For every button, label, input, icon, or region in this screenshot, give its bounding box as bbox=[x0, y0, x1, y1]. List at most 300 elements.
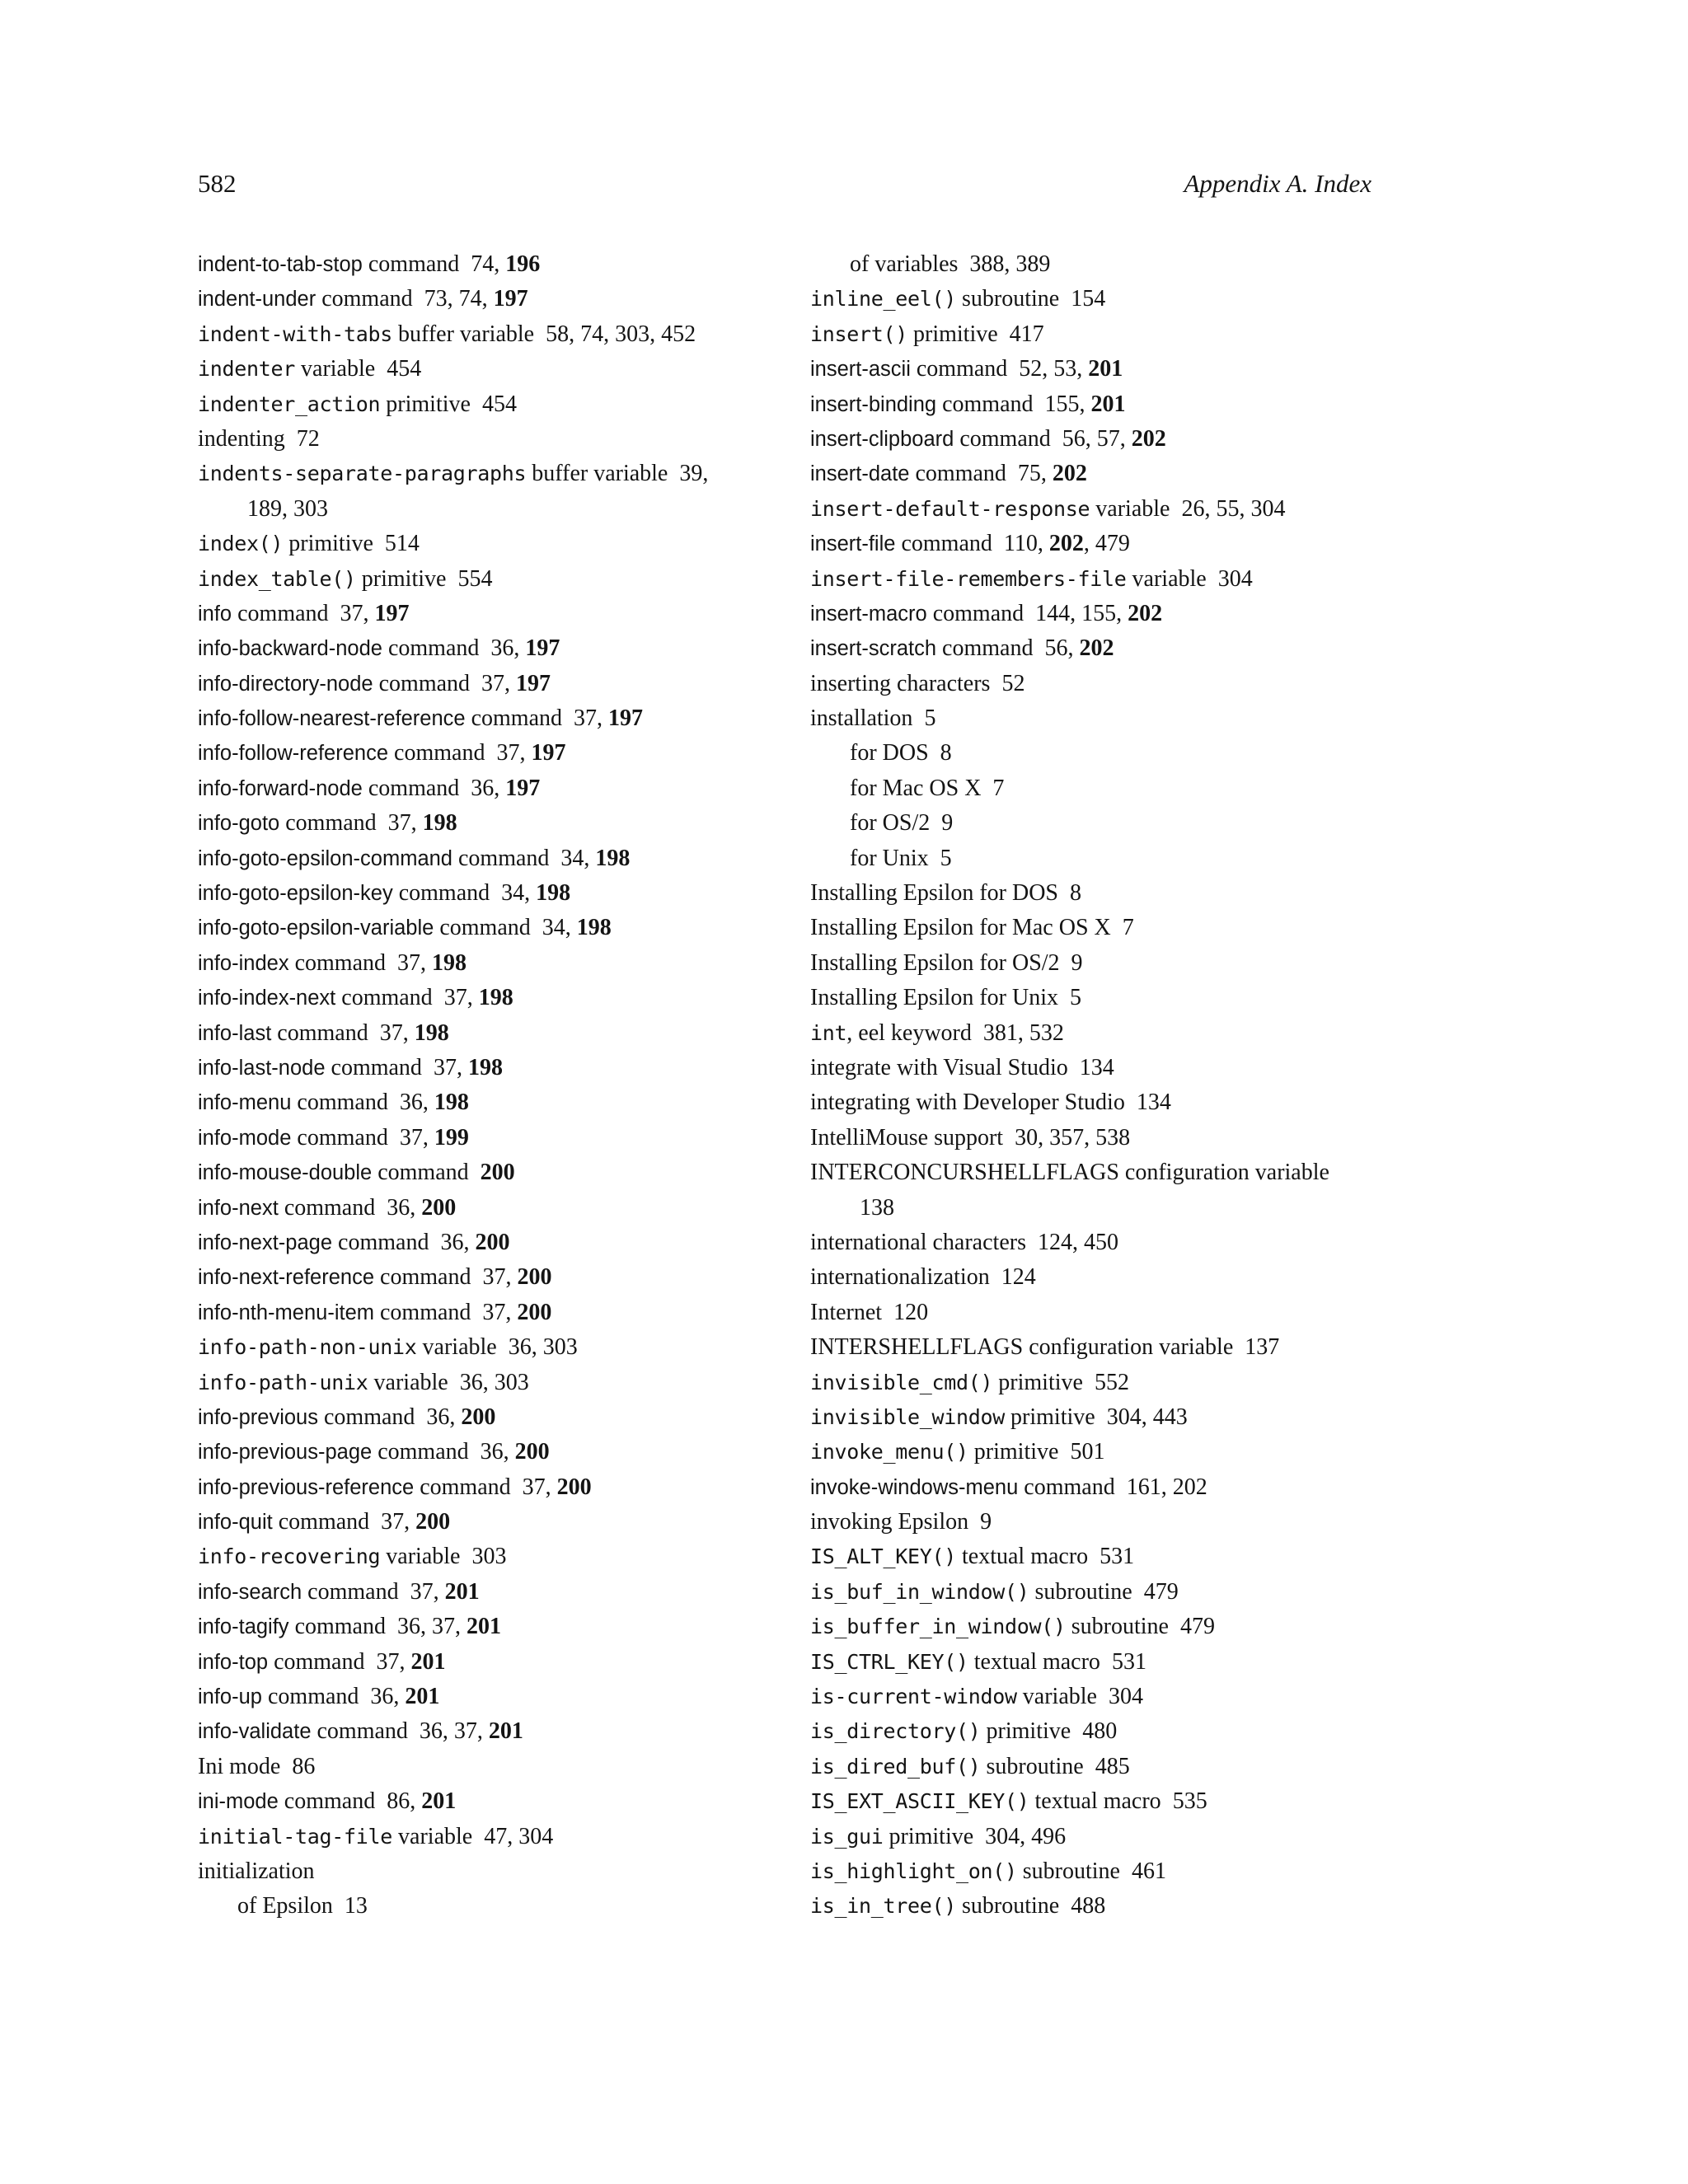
index-page-refs bbox=[1132, 1858, 1166, 1884]
page-ref: 39 bbox=[679, 461, 703, 487]
index-term: index() bbox=[198, 532, 284, 556]
page-ref: 417 bbox=[1009, 321, 1044, 347]
index-qualifier: command bbox=[318, 1404, 415, 1430]
index-qualifier: command bbox=[1018, 1474, 1115, 1500]
index-page-refs: 37, 198 bbox=[387, 810, 457, 837]
index-page-refs: 37, 198 bbox=[379, 1019, 449, 1046]
index-page-refs bbox=[1137, 1090, 1171, 1115]
page-ref-primary: 198 bbox=[478, 985, 513, 1011]
page-ref: 34 bbox=[501, 880, 525, 907]
page-ref: 13 bbox=[344, 1893, 368, 1919]
index-entry bbox=[198, 422, 791, 457]
page-ref: 154 bbox=[1071, 286, 1106, 312]
index-term: of Epsilon bbox=[237, 1893, 333, 1919]
index-qualifier: command bbox=[278, 1194, 376, 1221]
index-term: info-mode bbox=[198, 1126, 292, 1150]
index-page-refs bbox=[992, 776, 1004, 801]
index-page-refs bbox=[1001, 1264, 1036, 1290]
index-entry bbox=[198, 1051, 791, 1085]
page-ref: 357 bbox=[1049, 1124, 1085, 1151]
index-qualifier: command bbox=[465, 705, 562, 732]
index-qualifier: command bbox=[268, 1648, 365, 1675]
index-term: info-index-next bbox=[198, 987, 336, 1010]
index-qualifier: variable bbox=[295, 356, 376, 382]
index-term: Installing Epsilon for OS/2 bbox=[810, 949, 1060, 976]
index-entry bbox=[198, 1680, 791, 1714]
index-entry bbox=[810, 1575, 1387, 1610]
index-term: Installing Epsilon for DOS bbox=[810, 880, 1058, 907]
page-ref-primary: 198 bbox=[576, 915, 612, 941]
index-entry bbox=[198, 631, 791, 666]
index-entry bbox=[810, 422, 1387, 457]
index-term: indent-under bbox=[198, 288, 316, 312]
index-qualifier: primitive bbox=[992, 1369, 1083, 1395]
index-page-refs bbox=[1218, 566, 1253, 592]
index-entry bbox=[198, 1505, 791, 1540]
index-term: info-previous-page bbox=[198, 1441, 373, 1465]
index-entry bbox=[810, 1750, 1387, 1784]
index-term: info-goto bbox=[198, 812, 280, 836]
index-entry bbox=[198, 1400, 791, 1435]
page-ref: 37 bbox=[443, 985, 467, 1011]
running-title: Appendix A. Index bbox=[1184, 169, 1372, 198]
index-entry bbox=[810, 667, 1387, 701]
index-term: indenter_action bbox=[198, 391, 381, 416]
page-ref: 5 bbox=[924, 705, 936, 732]
page-ref: 9 bbox=[980, 1509, 992, 1535]
index-entry bbox=[810, 1505, 1387, 1540]
index-page-refs bbox=[940, 846, 952, 871]
page-ref: 36 bbox=[459, 1369, 483, 1395]
index-term: invoke-windows-menu bbox=[810, 1475, 1019, 1499]
index-term: installation bbox=[810, 705, 913, 732]
page-ref: 36 bbox=[387, 1194, 410, 1221]
index-entry bbox=[810, 1155, 1387, 1226]
index-column-left bbox=[198, 247, 791, 1924]
page-ref: 155 bbox=[1044, 391, 1080, 417]
index-qualifier: command bbox=[414, 1474, 511, 1500]
page-ref: 36 bbox=[480, 1439, 504, 1465]
index-term: for DOS bbox=[850, 740, 929, 766]
index-term: ini-mode bbox=[198, 1790, 279, 1814]
page-ref: 7 bbox=[1122, 915, 1134, 941]
index-term: insert-default-response bbox=[810, 496, 1090, 521]
page-ref: 74 bbox=[458, 286, 482, 312]
index-qualifier: command bbox=[374, 1264, 471, 1291]
index-term: info-validate bbox=[198, 1720, 312, 1744]
index-entry bbox=[198, 1085, 791, 1120]
page-ref: 37 bbox=[399, 1124, 423, 1151]
page-ref: 554 bbox=[457, 565, 493, 592]
page-ref-primary: 202 bbox=[1128, 600, 1163, 626]
page-ref: 37 bbox=[522, 1474, 546, 1500]
index-entry bbox=[810, 1784, 1387, 1819]
index-qualifier: command bbox=[302, 1578, 399, 1605]
index-entry bbox=[810, 597, 1387, 631]
index-qualifier: variable bbox=[380, 1544, 461, 1570]
page-ref: 37 bbox=[379, 1019, 403, 1046]
index-term: insert-ascii bbox=[810, 358, 911, 382]
index-entry bbox=[810, 1680, 1387, 1714]
page-ref: 36 bbox=[399, 1090, 423, 1116]
index-page-refs: 161, 202 bbox=[1126, 1474, 1207, 1500]
index-term: info-goto-epsilon-variable bbox=[198, 916, 434, 940]
index-qualifier: configuration variable bbox=[1023, 1334, 1234, 1361]
index-page-refs: 37, 200 bbox=[482, 1299, 552, 1325]
index-entry bbox=[198, 1330, 791, 1365]
index-term: info-follow-nearest-reference bbox=[198, 707, 466, 731]
page-ref: 57 bbox=[1096, 425, 1120, 452]
index-entry bbox=[198, 701, 791, 736]
index-term: indents-separate-paragraphs bbox=[198, 462, 527, 486]
page-ref: 531 bbox=[1100, 1544, 1135, 1570]
index-qualifier: command bbox=[954, 425, 1051, 452]
index-page-refs bbox=[1109, 1684, 1143, 1709]
index-term: insert-scratch bbox=[810, 637, 937, 661]
index-qualifier: command bbox=[291, 1090, 388, 1116]
page-ref-primary: 196 bbox=[505, 251, 541, 277]
page-ref: 303 bbox=[494, 1369, 529, 1395]
index-qualifier: textual macro bbox=[956, 1544, 1089, 1570]
index-page-refs: 304, 443 bbox=[1106, 1404, 1188, 1430]
page-ref: 34 bbox=[542, 915, 565, 941]
page-ref-primary: 200 bbox=[415, 1509, 451, 1535]
index-term: info-last-node bbox=[198, 1057, 326, 1080]
page-ref: 34 bbox=[560, 845, 584, 871]
page-ref: 535 bbox=[1172, 1788, 1207, 1815]
page-ref: 37 bbox=[397, 949, 420, 976]
index-term: Ini mode bbox=[198, 1753, 281, 1779]
index-term: info-goto-epsilon-command bbox=[198, 846, 452, 870]
index-term: IS_ALT_KEY() bbox=[810, 1544, 957, 1569]
page-ref-primary: 201 bbox=[1088, 356, 1123, 382]
index-term: Installing Epsilon for Mac OS X bbox=[810, 915, 1111, 941]
index-entry bbox=[810, 352, 1387, 387]
page-ref-primary: 198 bbox=[422, 810, 457, 837]
index-qualifier: configuration variable bbox=[1118, 1160, 1329, 1186]
index-page-refs: 155, 201 bbox=[1044, 391, 1126, 417]
index-entry bbox=[198, 1784, 791, 1819]
index-entry bbox=[198, 876, 791, 911]
page-ref: 124 bbox=[1001, 1264, 1036, 1291]
index-page-refs bbox=[1080, 1055, 1114, 1080]
index-entry bbox=[810, 1470, 1387, 1505]
page-ref: 9 bbox=[941, 810, 954, 837]
page-ref: 7 bbox=[992, 775, 1005, 801]
index-entry bbox=[810, 1854, 1387, 1889]
page-ref: 55 bbox=[1216, 495, 1240, 522]
page-ref-primary: 200 bbox=[514, 1439, 550, 1465]
index-term: info-path-non-unix bbox=[198, 1335, 417, 1360]
page-ref: 303 bbox=[542, 1334, 578, 1361]
page-ref: 155 bbox=[1081, 600, 1117, 626]
page-ref-primary: 197 bbox=[505, 775, 541, 801]
index-qualifier: command bbox=[279, 810, 377, 837]
index-term: insert-macro bbox=[810, 602, 927, 626]
index-entry bbox=[198, 457, 791, 527]
index-page-refs bbox=[1095, 1754, 1130, 1779]
index-term: inline_eel() bbox=[810, 287, 957, 312]
index-page-refs: 36, 303 bbox=[459, 1369, 529, 1395]
index-subentry bbox=[810, 736, 1387, 771]
index-page-refs bbox=[482, 391, 517, 417]
index-entry bbox=[810, 562, 1387, 597]
index-qualifier: variable bbox=[1126, 565, 1207, 592]
index-page-refs bbox=[1071, 1893, 1105, 1919]
page-ref-primary: 198 bbox=[432, 949, 467, 976]
page-ref: 37 bbox=[453, 1718, 477, 1745]
index-entry bbox=[810, 1645, 1387, 1680]
index-page-refs: 381, 532 bbox=[982, 1019, 1064, 1046]
index-qualifier: subroutine bbox=[1065, 1614, 1169, 1640]
index-term: initial-tag-file bbox=[198, 1824, 393, 1849]
index-term: info-goto-epsilon-key bbox=[198, 882, 393, 906]
index-page-refs: 37, 200 bbox=[482, 1264, 552, 1291]
index-page-refs: 75, 202 bbox=[1017, 461, 1087, 487]
index-subentry bbox=[198, 1889, 791, 1924]
page-ref-primary: 201 bbox=[488, 1718, 523, 1745]
index-page-refs: 37, 197 bbox=[340, 600, 410, 626]
index-entry bbox=[198, 597, 791, 631]
index-page-refs bbox=[1112, 1649, 1146, 1675]
page-ref-primary: 198 bbox=[536, 880, 571, 907]
index-qualifier: textual macro bbox=[1029, 1788, 1161, 1815]
page-ref: 5 bbox=[940, 845, 952, 871]
page-ref-primary: 200 bbox=[517, 1264, 552, 1291]
page-ref: 303 bbox=[471, 1544, 507, 1570]
index-page-refs bbox=[1144, 1579, 1179, 1605]
index-entry bbox=[810, 1400, 1387, 1435]
index-term: info-menu bbox=[198, 1091, 292, 1115]
page-ref: 443 bbox=[1152, 1404, 1188, 1430]
index-page-refs: 34, 198 bbox=[542, 915, 612, 941]
index-entry bbox=[198, 247, 791, 282]
index-entry bbox=[198, 1191, 791, 1226]
page-ref-primary: 200 bbox=[461, 1404, 496, 1430]
index-subentry bbox=[810, 841, 1387, 876]
index-entry bbox=[198, 282, 791, 316]
index-page-refs: 56, 202 bbox=[1044, 635, 1114, 662]
index-page-refs bbox=[1001, 671, 1025, 696]
index-qualifier: command bbox=[373, 670, 471, 696]
index-page-refs: 73, 74, 197 bbox=[424, 286, 528, 312]
page-ref: 120 bbox=[893, 1299, 929, 1325]
index-term: indenter bbox=[198, 357, 296, 382]
index-qualifier: subroutine bbox=[1016, 1858, 1120, 1884]
index-entry bbox=[810, 1051, 1387, 1085]
index-term: info-top bbox=[198, 1650, 269, 1674]
index-term: insert-date bbox=[810, 462, 910, 486]
index-entry bbox=[198, 1016, 791, 1051]
index-qualifier: command bbox=[936, 391, 1034, 417]
index-page-refs: 36, 201 bbox=[370, 1684, 440, 1710]
index-entry bbox=[198, 1645, 791, 1680]
index-entry bbox=[810, 631, 1387, 666]
index-page-refs: 36, 303 bbox=[508, 1334, 578, 1361]
index-page-refs: 36, 37, 201 bbox=[419, 1718, 523, 1745]
index-term: is-current-window bbox=[810, 1685, 1017, 1709]
page-ref-primary: 197 bbox=[608, 705, 643, 732]
index-term: info-search bbox=[198, 1580, 302, 1604]
page-ref: 8 bbox=[1070, 880, 1081, 907]
index-entry bbox=[810, 1435, 1387, 1469]
index-entry bbox=[198, 1575, 791, 1610]
index-page-refs bbox=[471, 1544, 506, 1569]
index-qualifier: command bbox=[434, 915, 531, 941]
index-entry bbox=[198, 981, 791, 1015]
index-page-refs bbox=[1173, 1788, 1207, 1814]
index-entry bbox=[810, 387, 1387, 422]
index-page-refs: 26, 55, 304 bbox=[1181, 495, 1286, 522]
index-qualifier: primitive bbox=[968, 1439, 1059, 1465]
page-ref-primary: 201 bbox=[421, 1788, 457, 1815]
index-term: info-recovering bbox=[198, 1544, 381, 1569]
index-page-refs: 30, 357, 538 bbox=[1015, 1124, 1131, 1151]
page-ref-primary: 197 bbox=[374, 600, 410, 626]
index-page-refs bbox=[385, 531, 420, 556]
index-term: insert-clipboard bbox=[810, 427, 954, 451]
page-ref: 110 bbox=[1003, 531, 1038, 557]
index-entry bbox=[198, 1854, 791, 1889]
index-entry bbox=[810, 317, 1387, 352]
index-page-refs: 37, 201 bbox=[376, 1648, 446, 1675]
index-qualifier: primitive bbox=[883, 1823, 974, 1849]
index-entry bbox=[198, 946, 791, 981]
index-qualifier: command bbox=[362, 251, 460, 277]
page-ref: 134 bbox=[1136, 1090, 1171, 1116]
index-qualifier: buffer variable bbox=[526, 461, 668, 487]
index-term: info-nth-menu-item bbox=[198, 1301, 374, 1324]
index-page-refs: 36, 197 bbox=[490, 635, 560, 662]
page-ref: 479 bbox=[1095, 531, 1130, 557]
index-entry bbox=[810, 527, 1387, 561]
page-ref: 36 bbox=[508, 1334, 532, 1361]
page-ref: 496 bbox=[1031, 1823, 1067, 1849]
index-term: international characters bbox=[810, 1229, 1026, 1255]
index-qualifier: variable bbox=[368, 1369, 448, 1395]
index-entry bbox=[198, 806, 791, 841]
index-entry bbox=[810, 981, 1387, 1015]
index-term: info-index bbox=[198, 951, 289, 975]
page-ref: 37 bbox=[433, 1055, 457, 1080]
index-term: info-last bbox=[198, 1021, 272, 1045]
index-term: internationalization bbox=[810, 1264, 990, 1291]
index-entry bbox=[198, 1121, 791, 1155]
page-ref-primary: 197 bbox=[525, 635, 560, 662]
index-page-refs bbox=[297, 426, 320, 452]
index-term: insert-file-remembers-file bbox=[810, 566, 1127, 591]
index-term: info-directory-node bbox=[198, 672, 373, 696]
page-ref-primary: 201 bbox=[405, 1684, 440, 1710]
page-ref: 304 bbox=[518, 1823, 554, 1849]
page-ref: 74 bbox=[580, 321, 604, 347]
page-ref: 485 bbox=[1095, 1753, 1130, 1779]
index-page-refs: 37, 199 bbox=[399, 1124, 469, 1151]
index-qualifier: primitive bbox=[907, 321, 998, 347]
page-ref: 37 bbox=[381, 1509, 405, 1535]
index-qualifier: command bbox=[325, 1055, 422, 1080]
index-term: invisible_window bbox=[810, 1404, 1006, 1429]
index-page-refs: 36, 200 bbox=[440, 1229, 510, 1255]
page-ref: 36 bbox=[396, 1614, 420, 1640]
index-page-refs bbox=[1095, 1370, 1129, 1395]
index-subentry bbox=[810, 806, 1387, 841]
index-qualifier: variable bbox=[1016, 1684, 1097, 1710]
index-qualifier: command bbox=[261, 1684, 359, 1710]
page-ref-primary: 198 bbox=[414, 1019, 449, 1046]
index-term: info-backward-node bbox=[198, 637, 382, 661]
index-term: info-mouse-double bbox=[198, 1161, 373, 1185]
index-qualifier: command bbox=[936, 635, 1034, 662]
index-term: insert-file bbox=[810, 532, 896, 556]
page-ref: 304 bbox=[1108, 1684, 1143, 1710]
page-ref-primary: 199 bbox=[434, 1124, 469, 1151]
page-ref: 304 bbox=[1250, 495, 1286, 522]
page-ref: 161 bbox=[1126, 1474, 1161, 1500]
page-ref: 37 bbox=[376, 1648, 400, 1675]
page-ref: 36 bbox=[419, 1718, 443, 1745]
index-qualifier: subroutine bbox=[1029, 1578, 1132, 1605]
index-qualifier: command bbox=[272, 1509, 370, 1535]
page-ref: 5 bbox=[1069, 985, 1081, 1011]
index-qualifier: primitive bbox=[355, 565, 447, 592]
index-page-refs: 304, 496 bbox=[985, 1823, 1067, 1849]
page-ref: 452 bbox=[661, 321, 696, 347]
index-page-refs: 36, 200 bbox=[426, 1404, 496, 1430]
index-page-refs: 37, 200 bbox=[381, 1509, 451, 1535]
index-term: is_in_tree() bbox=[810, 1894, 957, 1919]
index-page-refs: 110, 202, 479 bbox=[1003, 531, 1130, 557]
page-ref: 52 bbox=[1019, 356, 1043, 382]
index-qualifier: command bbox=[288, 949, 386, 976]
page-ref-primary: 197 bbox=[493, 286, 528, 312]
page-ref: 53 bbox=[1053, 356, 1077, 382]
index-page-refs: 34, 198 bbox=[560, 845, 631, 871]
page-ref: 52 bbox=[1001, 670, 1025, 696]
index-page-refs bbox=[1082, 1718, 1117, 1744]
index-entry bbox=[198, 771, 791, 806]
index-page-refs: 47, 304 bbox=[484, 1823, 554, 1849]
page-ref: 389 bbox=[1015, 251, 1051, 277]
index-page-refs bbox=[1071, 286, 1105, 312]
index-page-refs bbox=[980, 1509, 992, 1535]
page-ref: 202 bbox=[1172, 1474, 1207, 1500]
index-page-refs: 37, 198 bbox=[443, 985, 513, 1011]
index-term: IS_EXT_ASCII_KEY() bbox=[810, 1789, 1029, 1814]
index-qualifier: primitive bbox=[1005, 1404, 1095, 1430]
index-qualifier: command bbox=[895, 531, 992, 557]
index-term: indent-to-tab-stop bbox=[198, 253, 363, 276]
index-qualifier: subroutine bbox=[980, 1753, 1084, 1779]
page-ref: 86 bbox=[292, 1753, 316, 1779]
index-term: is_buf_in_window() bbox=[810, 1579, 1029, 1604]
page-ref: 9 bbox=[1071, 949, 1083, 976]
index-entry bbox=[810, 701, 1387, 736]
page-ref: 454 bbox=[387, 356, 422, 382]
index-page-refs: 37, 197 bbox=[496, 740, 566, 766]
index-term: indent-with-tabs bbox=[198, 321, 393, 346]
index-entry bbox=[810, 1610, 1387, 1644]
index-qualifier: variable bbox=[416, 1334, 497, 1361]
index-qualifier: command bbox=[335, 985, 433, 1011]
page-number: 582 bbox=[198, 169, 237, 198]
index-entry bbox=[810, 282, 1387, 316]
page-ref: 532 bbox=[1029, 1019, 1064, 1046]
index-entry bbox=[198, 1296, 791, 1330]
index-entry bbox=[198, 667, 791, 701]
index-page-refs: 37, 197 bbox=[481, 670, 551, 696]
page-ref-primary: 197 bbox=[516, 670, 551, 696]
